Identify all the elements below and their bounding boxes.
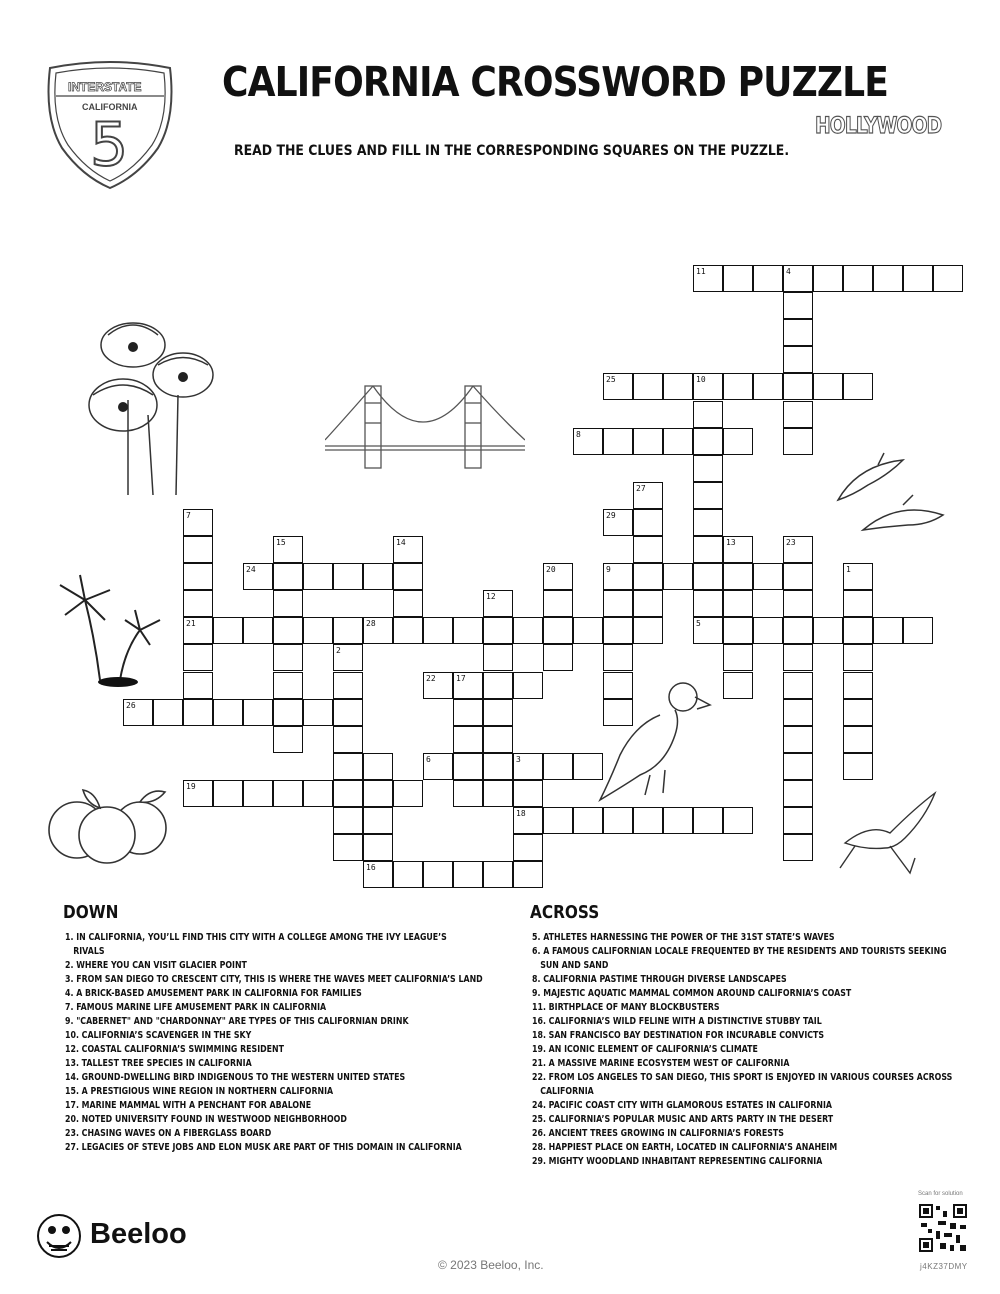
crossword-cell[interactable] (783, 265, 813, 292)
crossword-cell[interactable] (633, 563, 663, 590)
clue-text: 27. LEGACIES OF STEVE JOBS AND ELON MUSK ARE PART OF THIS DOMAIN IN CALIFORNIA (65, 1142, 462, 1153)
crossword-cell[interactable] (273, 699, 303, 726)
crossword-cell[interactable] (543, 753, 573, 780)
crossword-cell[interactable] (843, 563, 873, 590)
clue-item (532, 1071, 952, 1099)
crossword-cell[interactable] (783, 373, 813, 400)
crossword-cell[interactable] (393, 536, 423, 563)
crossword-cell[interactable] (813, 265, 843, 292)
crossword-cell[interactable] (513, 834, 543, 861)
brand-name: Beeloo (90, 1218, 187, 1250)
crossword-cell[interactable] (693, 482, 723, 509)
crossword-cell[interactable] (723, 672, 753, 699)
crossword-cell[interactable] (453, 753, 483, 780)
crossword-cell[interactable] (243, 780, 273, 807)
crossword-cell[interactable] (723, 807, 753, 834)
crossword-cell[interactable] (843, 753, 873, 780)
clue-text: 23. CHASING WAVES ON A FIBERGLASS BOARD (65, 1128, 272, 1139)
crossword-cell[interactable] (783, 617, 813, 644)
crossword-cell[interactable] (513, 617, 543, 644)
clue-text: 2. WHERE YOU CAN VISIT GLACIER POINT (65, 960, 247, 971)
crossword-cell[interactable] (723, 536, 753, 563)
crossword-cell[interactable] (633, 807, 663, 834)
across-clue-list (532, 931, 1000, 1169)
crossword-cell[interactable] (663, 807, 693, 834)
clue-item (65, 1029, 483, 1043)
crossword-cell[interactable] (363, 834, 393, 861)
clue-item (532, 987, 952, 1001)
interstate-sign (40, 58, 180, 193)
crossword-cell[interactable] (393, 563, 423, 590)
crossword-cell[interactable] (723, 563, 753, 590)
crossword-cell[interactable] (183, 509, 213, 536)
crossword-cell[interactable] (783, 319, 813, 346)
oranges-icon (45, 780, 170, 865)
crossword-cell[interactable] (753, 617, 783, 644)
clue-text-continued: SUN AND SAND (540, 960, 609, 971)
crossword-cell[interactable] (183, 536, 213, 563)
clue-text: 7. FAMOUS MARINE LIFE AMUSEMENT PARK IN CALIFORNIA (65, 1002, 327, 1013)
crossword-cell[interactable] (693, 509, 723, 536)
crossword-cell[interactable] (333, 672, 363, 699)
crossword-cell[interactable] (513, 780, 543, 807)
clue-item (65, 1043, 483, 1057)
crossword-cell[interactable] (393, 590, 423, 617)
crossword-cell[interactable] (423, 617, 453, 644)
clue-text: 24. PACIFIC COAST CITY WITH GLAMOROUS ESTATES IN CALIFORNIA (532, 1100, 833, 1111)
cell-number: 16 (366, 863, 376, 873)
crossword-cell[interactable] (693, 265, 723, 292)
cell-number: 14 (396, 538, 406, 547)
crossword-cell[interactable] (603, 807, 633, 834)
crossword-cell[interactable] (213, 780, 243, 807)
crossword-cell[interactable] (453, 699, 483, 726)
crossword-cell[interactable] (603, 672, 633, 699)
crossword-cell[interactable] (423, 672, 453, 699)
cell-number: 4 (786, 267, 791, 276)
crossword-cell[interactable] (273, 780, 303, 807)
crossword-cell[interactable] (363, 780, 393, 807)
crossword-cell[interactable] (663, 373, 693, 400)
golden-gate-bridge-icon (325, 378, 525, 476)
crossword-cell[interactable] (843, 373, 873, 400)
copyright: © 2023 Beeloo, Inc. (438, 1258, 544, 1272)
crossword-cell[interactable] (483, 590, 513, 617)
crossword-cell[interactable] (783, 536, 813, 563)
crossword-cell[interactable] (723, 617, 753, 644)
crossword-cell[interactable] (633, 482, 663, 509)
crossword-cell[interactable] (843, 617, 873, 644)
crossword-cell[interactable] (633, 509, 663, 536)
crossword-cell[interactable] (723, 265, 753, 292)
crossword-cell[interactable] (543, 644, 573, 671)
clue-item (532, 931, 952, 945)
crossword-cell[interactable] (333, 753, 363, 780)
crossword-cell[interactable] (273, 590, 303, 617)
sign-number: 5 (90, 110, 129, 180)
crossword-cell[interactable] (783, 807, 813, 834)
crossword-cell[interactable] (243, 699, 273, 726)
clue-text: 13. TALLEST TREE SPECIES IN CALIFORNIA (65, 1058, 252, 1069)
cell-number: 6 (426, 754, 431, 764)
crossword-cell[interactable] (153, 699, 183, 726)
crossword-cell[interactable] (453, 617, 483, 644)
crossword-cell[interactable] (363, 563, 393, 590)
cell-number: 29 (606, 510, 616, 520)
crossword-cell[interactable] (483, 780, 513, 807)
clue-item (532, 1113, 952, 1127)
clue-text: 28. HAPPIEST PLACE ON EARTH, LOCATED IN CALIFORNIA’S ANAHEIM (532, 1142, 838, 1153)
page-subtitle: READ THE CLUES AND FILL IN THE CORRESPONDING SQUARES ON THE PUZZLE. (234, 143, 790, 159)
crossword-cell[interactable] (363, 617, 393, 644)
cell-number: 18 (516, 809, 526, 818)
crossword-cell[interactable] (543, 590, 573, 617)
clue-item (65, 1085, 483, 1099)
crossword-cell[interactable] (333, 807, 363, 834)
crossword-cell[interactable] (363, 807, 393, 834)
clue-text: 14. GROUND-DWELLING BIRD INDIGENOUS TO THE WESTERN UNITED STATES (65, 1072, 406, 1083)
crossword-cell[interactable] (333, 617, 363, 644)
crossword-cell[interactable] (693, 401, 723, 428)
clue-item (532, 1127, 952, 1141)
crossword-cell[interactable] (873, 617, 903, 644)
crossword-cell[interactable] (783, 699, 813, 726)
crossword-cell[interactable] (213, 699, 243, 726)
crossword-cell[interactable] (573, 617, 603, 644)
crossword-cell[interactable] (483, 753, 513, 780)
crossword-cell[interactable] (603, 428, 633, 455)
crossword-cell[interactable] (363, 753, 393, 780)
poppy-flowers-icon (78, 305, 238, 500)
crossword-cell[interactable] (783, 753, 813, 780)
crossword-cell[interactable] (273, 726, 303, 753)
clue-text-continued: RIVALS (73, 946, 105, 957)
crossword-cell[interactable] (843, 644, 873, 671)
clue-item (532, 1141, 952, 1155)
crossword-cell[interactable] (303, 563, 333, 590)
sign-middle-text: CALIFORNIA (82, 102, 138, 112)
clue-text: 15. A PRESTIGIOUS WINE REGION IN NORTHERN CALIFORNIA (65, 1086, 334, 1097)
clue-item (65, 1113, 483, 1127)
clue-item (65, 973, 483, 987)
crossword-cell[interactable] (693, 428, 723, 455)
crossword-cell[interactable] (603, 617, 633, 644)
clue-text: 26. ANCIENT TREES GROWING IN CALIFORNIA’S FORESTS (532, 1128, 784, 1139)
cell-number: 15 (276, 538, 286, 547)
clue-item (532, 1099, 952, 1113)
clue-text-continued: CALIFORNIA (540, 1086, 594, 1097)
cell-number: 10 (696, 375, 706, 385)
crossword-cell[interactable] (693, 617, 723, 644)
crossword-cell[interactable] (333, 563, 363, 590)
crossword-cell[interactable] (933, 265, 963, 292)
crossword-cell[interactable] (603, 373, 633, 400)
crossword-cell[interactable] (723, 428, 753, 455)
cell-number: 19 (186, 781, 196, 791)
clue-item (65, 1071, 483, 1085)
crossword-cell[interactable] (843, 699, 873, 726)
clue-text: 18. SAN FRANCISCO BAY DESTINATION FOR INCURABLE CONVICTS (532, 1030, 825, 1041)
crossword-cell[interactable] (423, 861, 453, 888)
clue-item (65, 1001, 483, 1015)
cell-number: 13 (726, 538, 736, 547)
crossword-cell[interactable] (603, 644, 633, 671)
crossword-cell[interactable] (453, 861, 483, 888)
crossword-cell[interactable] (753, 373, 783, 400)
crossword-cell[interactable] (453, 726, 483, 753)
clue-text: 9. "CABERNET" AND "CHARDONNAY" ARE TYPES OF THIS CALIFORNIAN DRINK (65, 1016, 409, 1027)
crossword-cell[interactable] (783, 590, 813, 617)
crossword-cell[interactable] (633, 428, 663, 455)
scan-for-solution-label: Scan for solution (918, 1191, 963, 1197)
crossword-cell[interactable] (543, 563, 573, 590)
clue-item (65, 1127, 483, 1141)
clue-text: 12. COASTAL CALIFORNIA’S SWIMMING RESIDENT (65, 1044, 284, 1055)
crossword-cell[interactable] (333, 780, 363, 807)
crossword-cell[interactable] (663, 428, 693, 455)
crossword-cell[interactable] (903, 265, 933, 292)
cell-number: 8 (576, 429, 581, 439)
crossword-cell[interactable] (333, 834, 363, 861)
crossword-cell[interactable] (663, 563, 693, 590)
cell-number: 28 (366, 619, 376, 629)
crossword-cell[interactable] (423, 753, 453, 780)
cell-number: 12 (486, 592, 496, 602)
cell-number: 11 (696, 267, 706, 276)
crossword-cell[interactable] (513, 861, 543, 888)
crossword-cell[interactable] (303, 617, 333, 644)
crossword-cell[interactable] (693, 563, 723, 590)
clue-text: 10. CALIFORNIA’S SCAVENGER IN THE SKY (65, 1030, 252, 1041)
crossword-cell[interactable] (603, 590, 633, 617)
clue-item (65, 1099, 483, 1113)
crossword-cell[interactable] (393, 617, 423, 644)
crossword-cell[interactable] (783, 726, 813, 753)
across-heading: ACROSS (530, 902, 600, 923)
crossword-cell[interactable] (603, 699, 633, 726)
crossword-cell[interactable] (813, 373, 843, 400)
crossword-cell[interactable] (543, 617, 573, 644)
beeloo-logo-icon (35, 1212, 83, 1260)
crossword-cell[interactable] (783, 292, 813, 319)
crossword-cell[interactable] (783, 563, 813, 590)
crossword-cell[interactable] (843, 590, 873, 617)
clue-text: 17. MARINE MAMMAL WITH A PENCHANT FOR ABALONE (65, 1100, 312, 1111)
crossword-cell[interactable] (693, 807, 723, 834)
crossword-cell[interactable] (483, 699, 513, 726)
cell-number: 25 (606, 375, 616, 385)
crossword-cell[interactable] (813, 617, 843, 644)
crossword-cell[interactable] (753, 265, 783, 292)
cell-number: 17 (456, 673, 466, 683)
crossword-cell[interactable] (753, 563, 783, 590)
crossword-cell[interactable] (183, 563, 213, 590)
seagull-icon (835, 788, 945, 878)
clue-text: 5. ATHLETES HARNESSING THE POWER OF THE 31ST STATE’S WAVES (532, 932, 835, 943)
clue-item (532, 1155, 952, 1169)
clue-text: 19. AN ICONIC ELEMENT OF CALIFORNIA’S CLIMATE (532, 1044, 758, 1055)
crossword-cell[interactable] (573, 753, 603, 780)
crossword-cell[interactable] (303, 780, 333, 807)
clue-text: 9. MAJESTIC AQUATIC MAMMAL COMMON AROUND CALIFORNIA’S COAST (532, 988, 852, 999)
crossword-cell[interactable] (303, 699, 333, 726)
crossword-cell[interactable] (483, 617, 513, 644)
cell-number: 3 (516, 754, 521, 764)
cell-number: 9 (606, 565, 611, 575)
qr-code-icon[interactable] (918, 1203, 968, 1253)
crossword-cell[interactable] (843, 265, 873, 292)
crossword-cell[interactable] (333, 726, 363, 753)
crossword-cell[interactable] (273, 563, 303, 590)
crossword-cell[interactable] (783, 834, 813, 861)
crossword-cell[interactable] (183, 699, 213, 726)
cell-number: 26 (126, 700, 136, 710)
crossword-cell[interactable] (903, 617, 933, 644)
crossword-cell[interactable] (273, 644, 303, 671)
hollywood-sign: HOLLYWOOD (815, 114, 942, 139)
crossword-cell[interactable] (273, 617, 303, 644)
crossword-cell[interactable] (483, 726, 513, 753)
crossword-cell[interactable] (573, 428, 603, 455)
clue-item (65, 931, 483, 959)
crossword-cell[interactable] (273, 536, 303, 563)
crossword-cell[interactable] (183, 672, 213, 699)
crossword-cell[interactable] (783, 401, 813, 428)
palm-trees-icon (40, 565, 175, 690)
crossword-cell[interactable] (783, 780, 813, 807)
crossword-cell[interactable] (843, 672, 873, 699)
clue-text: 3. FROM SAN DIEGO TO CRESCENT CITY, THIS IS WHERE THE WAVES MEET CALIFORNIA’S LAND (65, 974, 483, 985)
clue-text: 11. BIRTHPLACE OF MANY BLOCKBUSTERS (532, 1002, 720, 1013)
clue-item (532, 945, 952, 973)
clue-text: 25. CALIFORNIA’S POPULAR MUSIC AND ARTS PARTY IN THE DESERT (532, 1114, 834, 1125)
crossword-cell[interactable] (783, 346, 813, 373)
crossword-cell[interactable] (123, 699, 153, 726)
crossword-cell[interactable] (183, 617, 213, 644)
clue-item (532, 1029, 952, 1043)
crossword-cell[interactable] (783, 428, 813, 455)
dolphins-icon (828, 445, 998, 550)
clue-text: 29. MIGHTY WOODLAND INHABITANT REPRESENTING CALIFORNIA (532, 1156, 823, 1167)
crossword-cell[interactable] (633, 373, 663, 400)
crossword-cell[interactable] (693, 590, 723, 617)
down-heading: DOWN (63, 902, 119, 923)
crossword-cell[interactable] (633, 617, 663, 644)
crossword-cell[interactable] (723, 644, 753, 671)
clue-text: 1. IN CALIFORNIA, YOU’LL FIND THIS CITY WITH A COLLEGE AMONG THE IVY LEAGUE’S (65, 932, 447, 943)
puzzle-code: j4KZ37DMY (920, 1262, 968, 1271)
crossword-cell[interactable] (483, 644, 513, 671)
clue-text: 6. A FAMOUS CALIFORNIAN LOCALE FREQUENTED BY THE RESIDENTS AND TOURISTS SEEKING (532, 946, 947, 957)
crossword-cell[interactable] (213, 617, 243, 644)
crossword-cell[interactable] (603, 509, 633, 536)
clue-text: 8. CALIFORNIA PASTIME THROUGH DIVERSE LANDSCAPES (532, 974, 787, 985)
crossword-cell[interactable] (573, 807, 603, 834)
clue-item (532, 1001, 952, 1015)
clue-item (65, 987, 483, 1001)
crossword-cell[interactable] (243, 563, 273, 590)
crossword-cell[interactable] (633, 536, 663, 563)
crossword-cell[interactable] (273, 672, 303, 699)
clue-item (65, 1141, 483, 1155)
clue-item (532, 1043, 952, 1057)
clue-text: 20. NOTED UNIVERSITY FOUND IN WESTWOOD NEIGHBORHOOD (65, 1114, 347, 1125)
crossword-cell[interactable] (633, 590, 663, 617)
crossword-cell[interactable] (843, 726, 873, 753)
crossword-cell[interactable] (693, 373, 723, 400)
clue-item (532, 1057, 952, 1071)
crossword-cell[interactable] (453, 780, 483, 807)
crossword-cell[interactable] (183, 590, 213, 617)
crossword-cell[interactable] (393, 861, 423, 888)
crossword-cell[interactable] (513, 672, 543, 699)
crossword-cell[interactable] (783, 672, 813, 699)
clue-item (65, 959, 483, 973)
crossword-cell[interactable] (513, 753, 543, 780)
crossword-cell[interactable] (693, 455, 723, 482)
clue-item (65, 1015, 483, 1029)
crossword-cell[interactable] (483, 861, 513, 888)
crossword-cell[interactable] (723, 373, 753, 400)
cell-number: 7 (186, 510, 191, 520)
clue-text: 16. CALIFORNIA’S WILD FELINE WITH A DISTINCTIVE STUBBY TAIL (532, 1016, 822, 1027)
sign-top-text: INTERSTATE (68, 80, 142, 94)
crossword-cell[interactable] (183, 644, 213, 671)
crossword-cell[interactable] (603, 563, 633, 590)
cell-number: 22 (426, 673, 436, 683)
clue-text: 4. A BRICK-BASED AMUSEMENT PARK IN CALIFORNIA FOR FAMILIES (65, 988, 362, 999)
down-clue-list (65, 931, 574, 1155)
cell-number: 27 (636, 483, 646, 493)
crossword-cell[interactable] (723, 590, 753, 617)
clue-text: 22. FROM LOS ANGELES TO SAN DIEGO, THIS SPORT IS ENJOYED IN VARIOUS COURSES ACROSS (532, 1072, 953, 1083)
cell-number: 24 (246, 565, 256, 575)
crossword-cell[interactable] (333, 699, 363, 726)
crossword-cell[interactable] (513, 807, 543, 834)
page-title: CALIFORNIA CROSSWORD PUZZLE (222, 58, 889, 106)
cell-number: 20 (546, 565, 556, 575)
cell-number: 23 (786, 538, 796, 547)
crossword-cell[interactable] (243, 617, 273, 644)
crossword-cell[interactable] (543, 807, 573, 834)
clue-item (532, 1015, 952, 1029)
crossword-cell[interactable] (453, 672, 483, 699)
cell-number: 21 (186, 619, 196, 629)
crossword-cell[interactable] (693, 536, 723, 563)
crossword-cell[interactable] (183, 780, 213, 807)
cell-number: 5 (696, 619, 701, 629)
clue-item (65, 1057, 483, 1071)
crossword-cell[interactable] (483, 672, 513, 699)
crossword-cell[interactable] (333, 644, 363, 671)
crossword-cell[interactable] (873, 265, 903, 292)
crossword-cell[interactable] (393, 780, 423, 807)
crossword-cell[interactable] (363, 861, 393, 888)
clue-item (532, 973, 952, 987)
cell-number: 1 (846, 565, 851, 575)
crossword-cell[interactable] (783, 644, 813, 671)
clue-text: 21. A MASSIVE MARINE ECOSYSTEM WEST OF CALIFORNIA (532, 1058, 790, 1069)
cell-number: 2 (336, 646, 341, 656)
